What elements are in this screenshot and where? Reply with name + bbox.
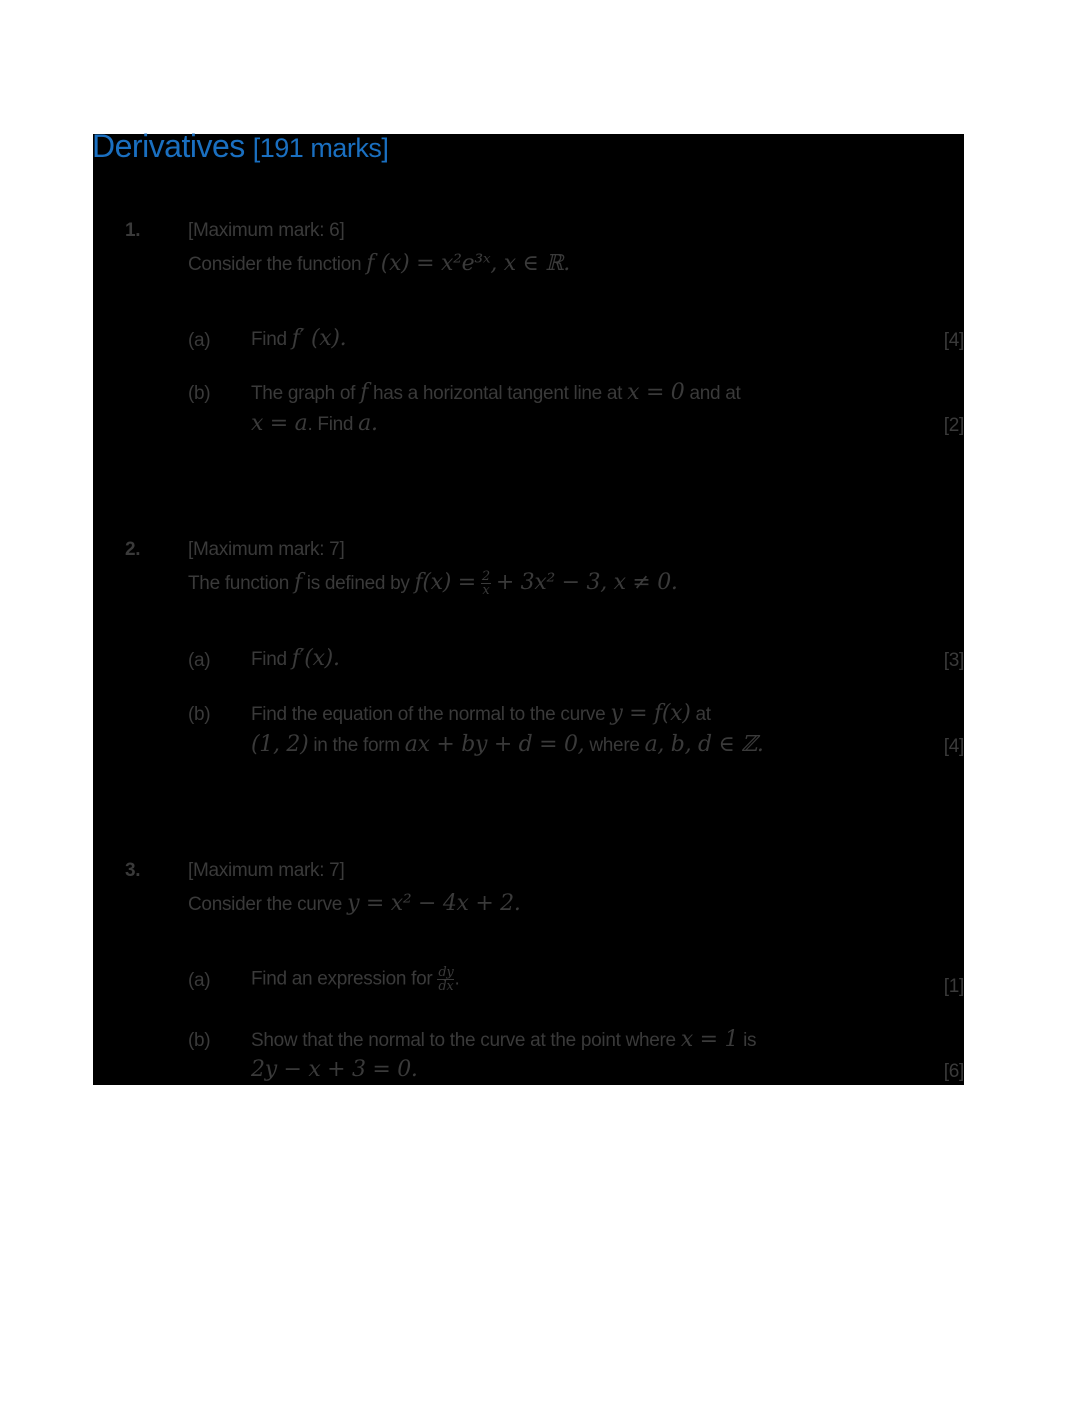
question-3b-line2 <box>251 1057 418 1082</box>
page-title <box>92 128 388 165</box>
question-1b-line2 <box>251 411 378 436</box>
question-1b-math2: x = 0 <box>627 380 685 405</box>
question-3b-line1 <box>251 1027 756 1052</box>
question-1b-marks: [2] <box>943 415 964 436</box>
page-title-text: Derivatives <box>92 128 245 164</box>
question-1b-math1: f <box>360 380 368 405</box>
question-2b-math1: y = f(x) <box>610 701 691 726</box>
question-3b-math1: x = 1 <box>680 1027 739 1052</box>
question-2b-line2 <box>251 732 764 757</box>
question-2-stem-math3: + 3x² − 3, x ≠ 0. <box>495 570 678 595</box>
worksheet-panel <box>93 134 964 1085</box>
question-1-max-mark: [Maximum mark: 6] <box>188 220 345 241</box>
question-3-stem-math: y = x² − 4x + 2. <box>347 891 521 916</box>
question-1b-text4: . Find <box>307 414 354 435</box>
question-2-stem-math1: f <box>293 570 302 595</box>
question-2-stem-fraction <box>481 570 491 597</box>
question-3a-label: (a) <box>188 970 211 991</box>
question-3-max-mark: [Maximum mark: 7] <box>188 860 345 881</box>
question-3b-text2: is <box>743 1030 757 1051</box>
question-2a-math: f′(x). <box>291 646 340 671</box>
question-3-stem-text: Consider the curve <box>188 894 343 915</box>
question-2b-math4: a, b, d ∈ ℤ. <box>644 732 764 757</box>
question-1b-label: (b) <box>188 383 211 404</box>
question-1a-lead: Find <box>251 329 287 350</box>
question-2b-text2: at <box>695 704 711 725</box>
question-1-stem-math: f (x) = x²e³ˣ, x ∈ ℝ. <box>366 251 570 276</box>
question-3a-lead: Find an expression for <box>251 968 433 990</box>
question-2b-marks: [4] <box>943 736 964 757</box>
question-1b-text2: has a horizontal tangent line at <box>372 383 623 404</box>
question-2b-line1 <box>251 701 711 726</box>
question-1-stem-text: Consider the function <box>188 254 362 275</box>
question-1a-text <box>251 326 346 351</box>
question-3a-frac-numerator: dy <box>438 965 454 980</box>
question-3b-text1: Show that the normal to the curve at the point where <box>251 1030 676 1051</box>
question-2a-text <box>251 646 340 671</box>
question-3-number: 3. <box>125 860 141 881</box>
question-1b-text1: The graph of <box>251 383 356 404</box>
question-2a-marks: [3] <box>943 650 964 671</box>
question-3a-text <box>251 966 459 993</box>
question-3b-marks: [6] <box>943 1061 964 1082</box>
question-2b-label: (b) <box>188 704 211 725</box>
question-2a-lead: Find <box>251 649 287 670</box>
question-2b-math3: ax + by + d = 0, <box>404 732 585 757</box>
question-3b-math2: 2y − x + 3 = 0. <box>251 1057 418 1082</box>
question-2-stem-text2: is defined by <box>306 573 410 594</box>
question-2-frac-numerator: 2 <box>481 569 490 585</box>
question-2b-math2: (1, 2) <box>251 732 309 757</box>
total-marks: [191 marks] <box>252 133 389 163</box>
question-3a-marks: [1] <box>943 976 964 997</box>
question-1b-math4: a. <box>358 411 378 436</box>
question-1b-line1 <box>251 380 740 405</box>
question-1b-text3: and at <box>689 383 741 404</box>
question-2b-text3: in the form <box>313 735 400 756</box>
question-1-stem <box>188 251 570 276</box>
question-2-max-mark: [Maximum mark: 7] <box>188 539 345 560</box>
question-3b-label: (b) <box>188 1030 211 1051</box>
question-3a-fraction <box>437 966 454 993</box>
question-1-number: 1. <box>125 220 141 241</box>
question-3a-frac-denominator: dx <box>438 979 454 994</box>
question-1a-math: f′ (x). <box>291 326 347 351</box>
question-2-number: 2. <box>125 539 141 560</box>
question-1b-math3: x = a <box>251 411 308 436</box>
question-2a-label: (a) <box>188 650 211 671</box>
question-2-stem-math2: f(x) = <box>414 570 476 595</box>
question-2-frac-denominator: x <box>482 583 490 599</box>
question-2b-text4: where <box>589 735 640 756</box>
question-2-stem <box>188 570 678 597</box>
question-2-stem-text1: The function <box>188 573 289 594</box>
question-2b-text1: Find the equation of the normal to the curve <box>251 704 606 725</box>
question-3a-end: . <box>454 968 460 990</box>
question-3-stem <box>188 891 521 916</box>
question-1a-marks: [4] <box>943 330 964 351</box>
question-1a-label: (a) <box>188 330 211 351</box>
